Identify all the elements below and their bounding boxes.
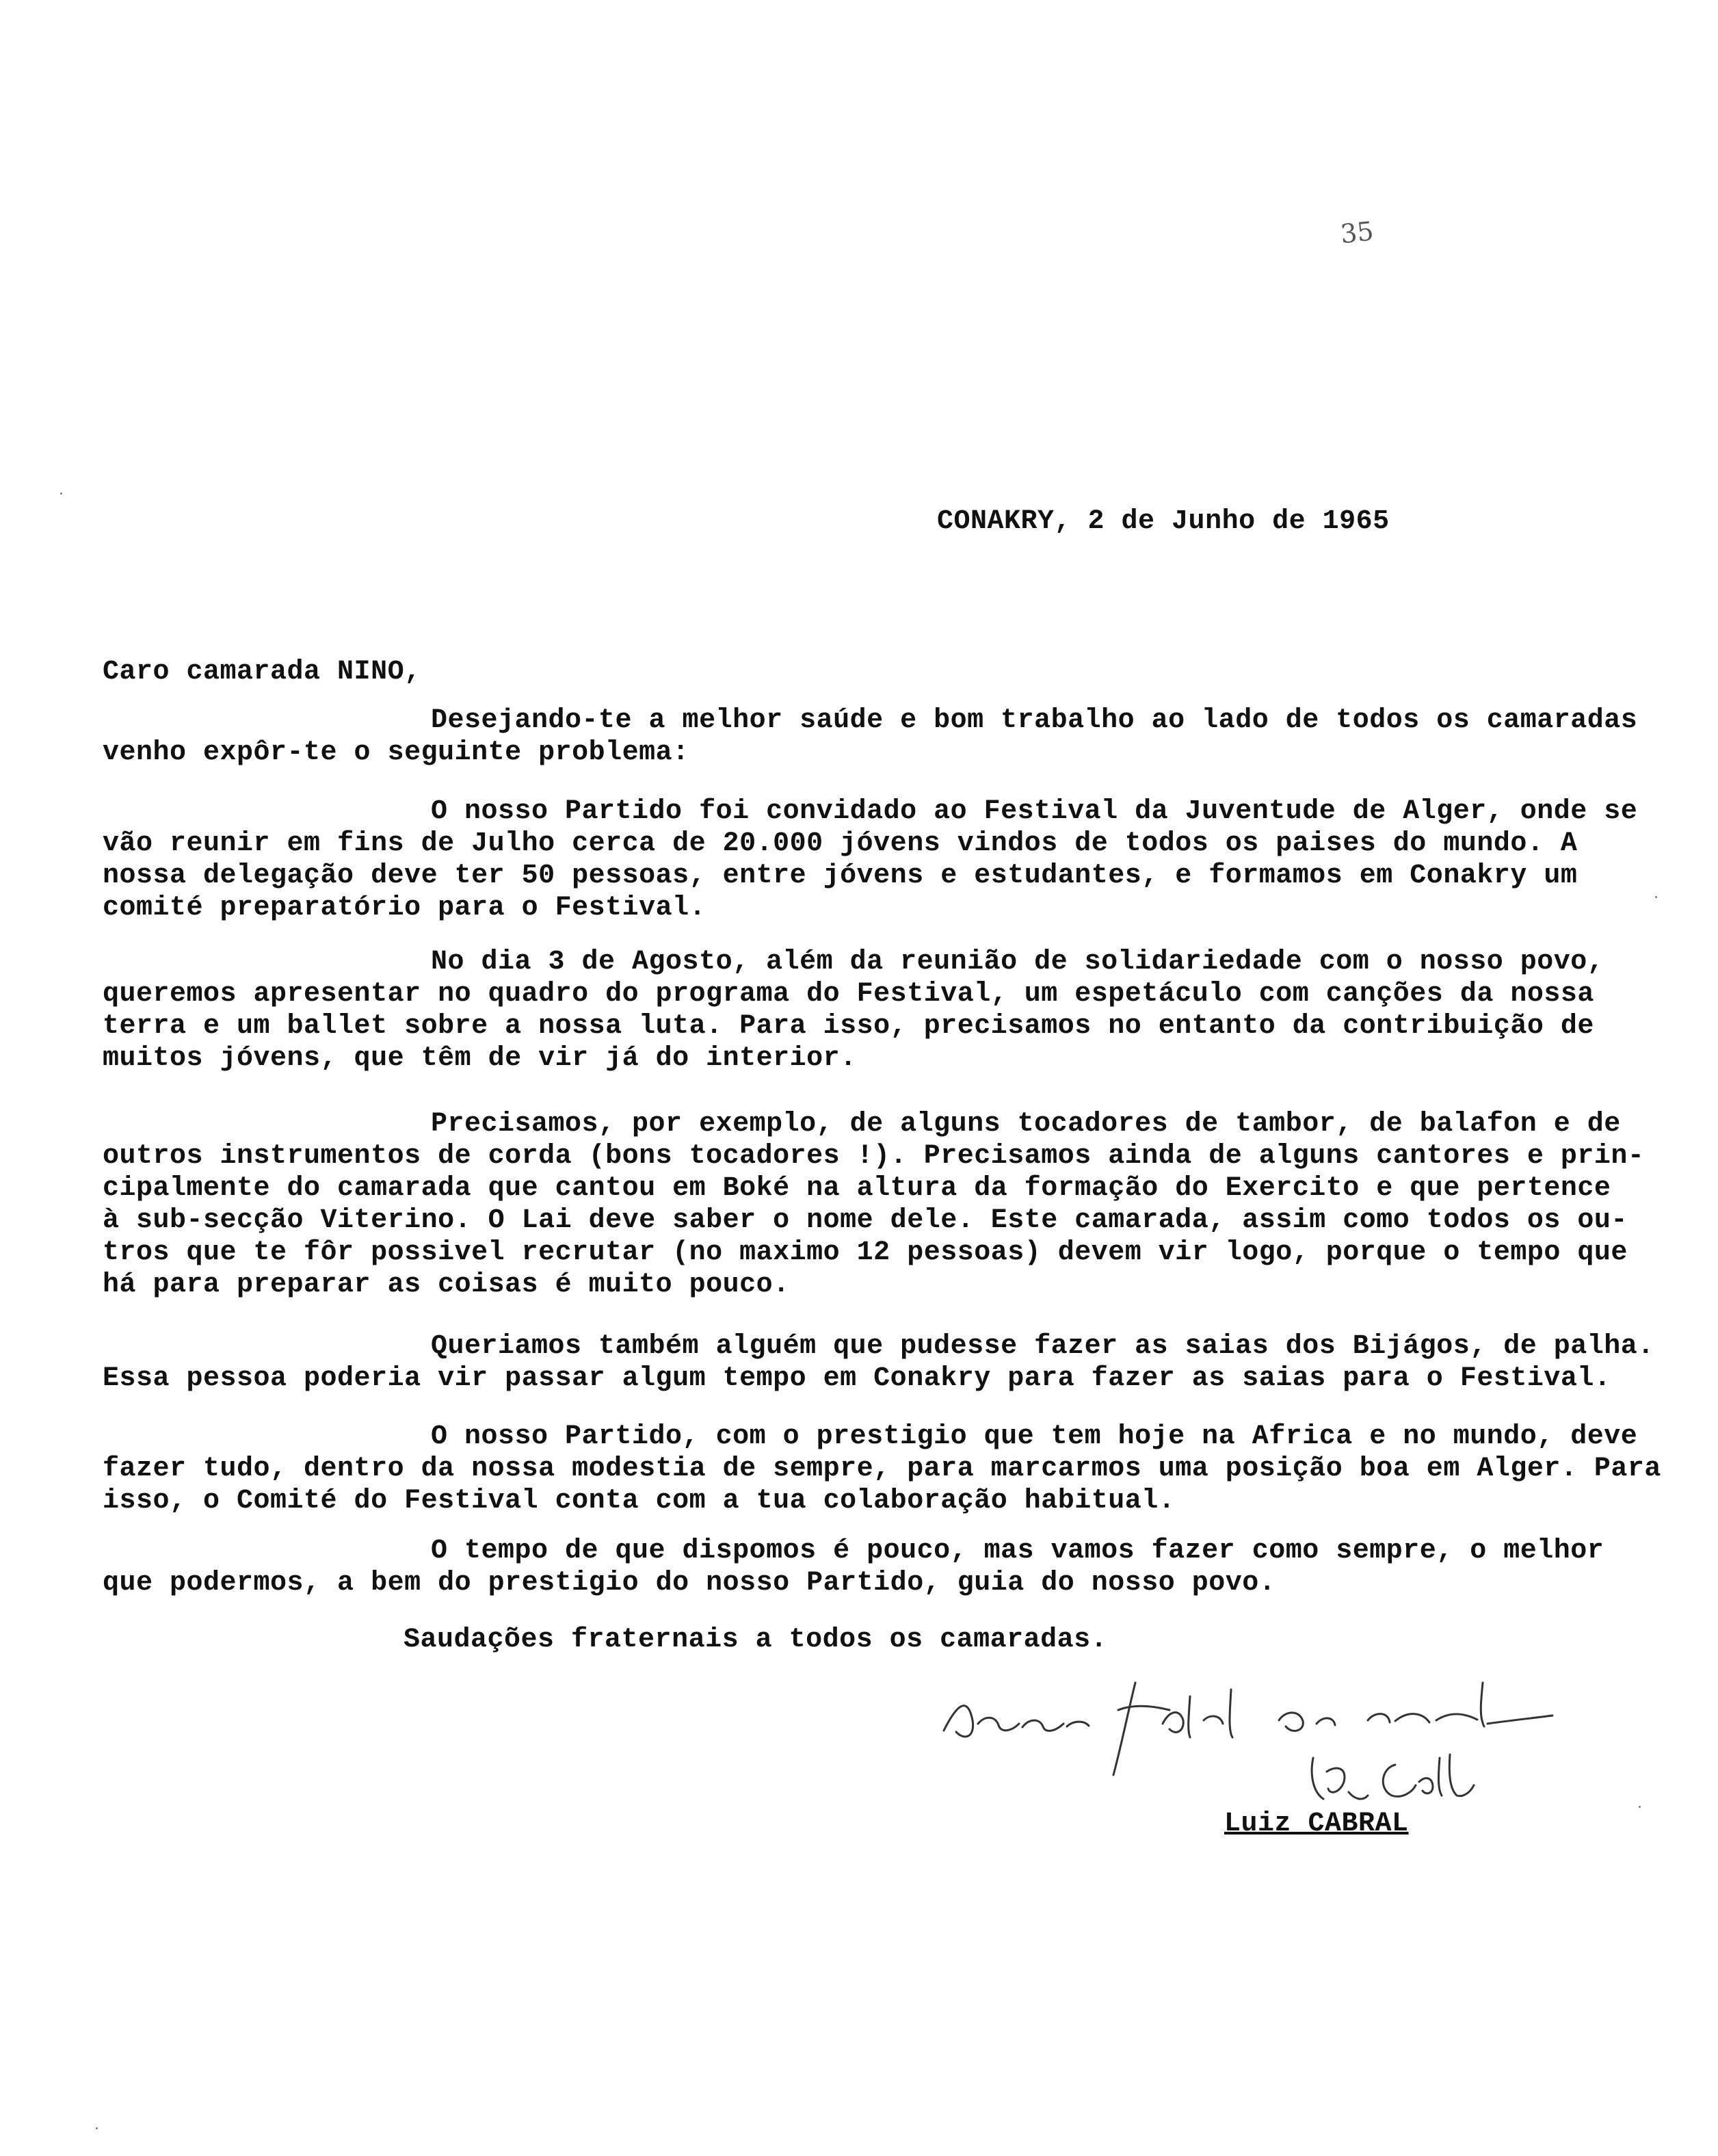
scan-speck (96, 2127, 98, 2129)
paragraph (103, 946, 1662, 1075)
paragraph-line: vão reunir em fins de Julho cerca de 20.000 jóvens vindos de todos os paises do mundo. A (103, 828, 1578, 859)
page-number: 35 (1338, 215, 1375, 250)
paragraph (103, 1108, 1662, 1301)
paragraph-line: muitos jóvens, que têm de vir já do interior. (103, 1043, 857, 1074)
paragraph-line: que podermos, a bem do prestigio do nosso Partido, guia do nosso povo. (103, 1568, 1276, 1599)
signer-name: Luiz CABRAL (1224, 1809, 1409, 1839)
paragraph-line: No dia 3 de Agosto, além da reunião de solidariedade com o nosso povo, (431, 947, 1604, 977)
salutation: Caro camarada NINO, (103, 657, 421, 687)
paragraph-line: tros que te fôr possivel recrutar (no maximo 12 pessoas) devem vir logo, porque o tempo que (103, 1237, 1628, 1268)
paragraph (103, 1535, 1662, 1599)
scan-speck (1655, 896, 1657, 898)
paragraph (103, 796, 1662, 924)
paragraph-line: fazer tudo, dentro da nossa modestia de sempre, para marcarmos uma posição boa em Alger. Para (103, 1454, 1661, 1484)
paragraph (103, 1330, 1662, 1395)
paragraph-line: Essa pessoa poderia vir passar algum tempo em Conakry para fazer as saias para o Festival. (103, 1363, 1611, 1394)
paragraph (103, 705, 1662, 769)
date-line: CONAKRY, 2 de Junho de 1965 (937, 506, 1390, 537)
paragraph (103, 1421, 1662, 1517)
paragraph (103, 1624, 1662, 1656)
scan-speck (60, 492, 62, 495)
paragraph-line: O tempo de que dispomos é pouco, mas vamos fazer como sempre, o melhor (431, 1536, 1604, 1566)
paragraph-line: Desejando-te a melhor saúde e bom trabalho ao lado de todos os camaradas (431, 705, 1638, 736)
handwritten-signature (930, 1655, 1600, 1813)
paragraph-line: O nosso Partido foi convidado ao Festival da Juventude de Alger, onde se (431, 796, 1638, 827)
paragraph-line: venho expôr-te o seguinte problema: (103, 737, 689, 768)
paragraph-line: há para preparar as coisas é muito pouco. (103, 1270, 790, 1300)
paragraph-line: Queriamos também alguém que pudesse fazer as saias dos Bijágos, de palha. (431, 1331, 1654, 1362)
paragraph-line: Precisamos, por exemplo, de alguns tocadores de tambor, de balafon e de (431, 1109, 1621, 1140)
scan-speck (1639, 1806, 1641, 1808)
paragraph-line: isso, o Comité do Festival conta com a tua colaboração habitual. (103, 1486, 1176, 1516)
paragraph-line: queremos apresentar no quadro do programa do Festival, um espetáculo com canções da nossa (103, 979, 1594, 1010)
paragraph-line: Saudações fraternais a todos os camaradas. (404, 1625, 1108, 1655)
paragraph-line: terra e um ballet sobre a nossa luta. Para isso, precisamos no entanto da contribuição de (103, 1011, 1594, 1042)
paragraph-line: O nosso Partido, com o prestigio que tem hoje na Africa e no mundo, deve (431, 1421, 1638, 1452)
paragraph-line: cipalmente do camarada que cantou em Boké na altura da formação do Exercito e que pertence (103, 1173, 1611, 1204)
paragraph-line: comité preparatório para o Festival. (103, 893, 706, 923)
paragraph-line: à sub-secção Viterino. O Lai deve saber o nome dele. Este camarada, assim como todos os ou- (103, 1205, 1628, 1236)
paragraph-line: outros instrumentos de corda (bons tocadores !). Precisamos ainda de alguns cantores e prin- (103, 1141, 1645, 1172)
paragraph-line: nossa delegação deve ter 50 pessoas, entre jóvens e estudantes, e formamos em Conakry um (103, 860, 1578, 891)
